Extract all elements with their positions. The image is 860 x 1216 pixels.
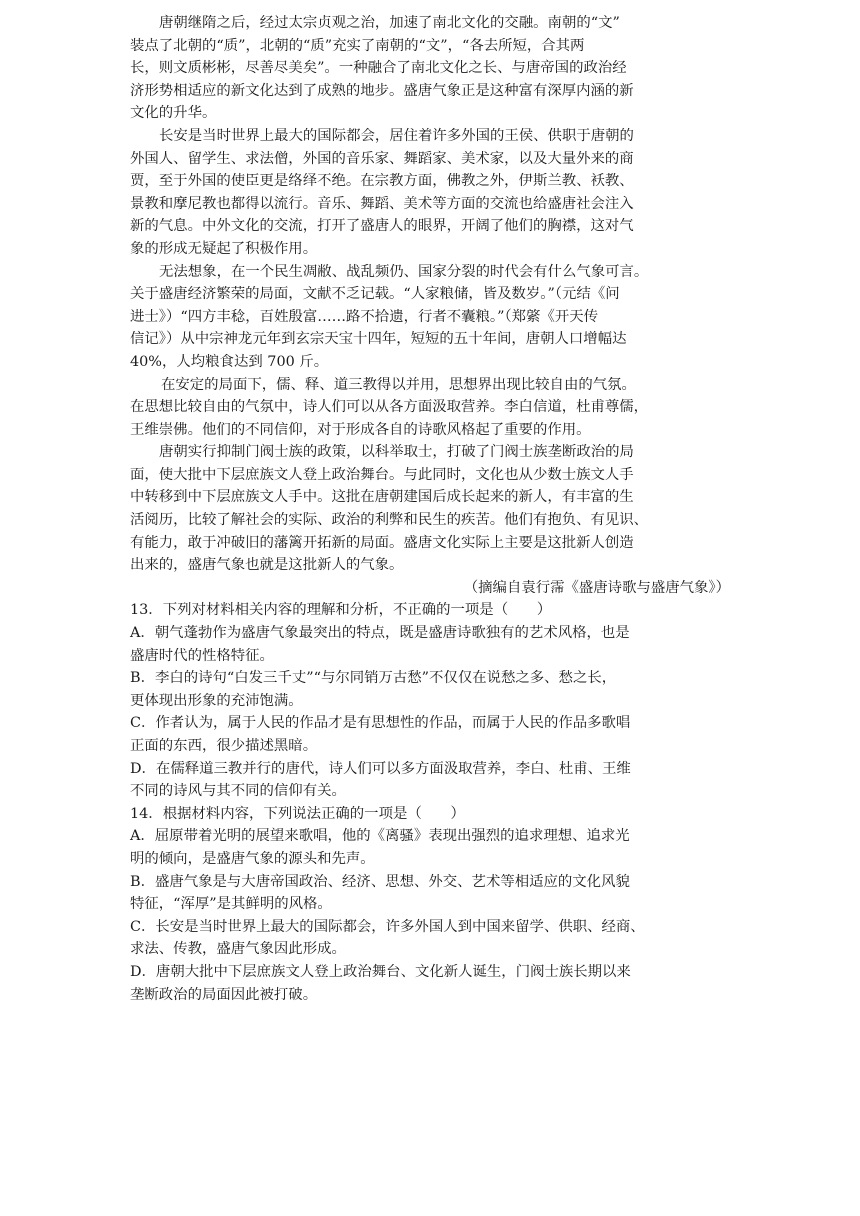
option-text: D．在儒释道三教并行的唐代，诗人们可以多方面汲取营养，李白、杜甫、王维 <box>130 760 631 777</box>
passage-paragraph-4 <box>130 374 730 442</box>
option-text: B．盛唐气象是与大唐帝国政治、经济、思想、外交、艺术等相适应的文化风貌 <box>130 873 630 890</box>
option-text: 盛唐时代的性格特征。 <box>130 647 274 664</box>
question-stem: 13．下列对材料相关内容的理解和分析，不正确的一项是（ ） <box>130 602 552 619</box>
question-14 <box>130 803 730 1006</box>
option-text: 垄断政治的局面因此被打破。 <box>130 986 318 1003</box>
option-a[interactable] <box>130 622 730 667</box>
option-a[interactable] <box>130 825 730 870</box>
option-text: 正面的东西，很少描述黑暗。 <box>130 738 318 754</box>
text-line: 外国人、留学生、求法僧，外国的音乐家、舞蹈家、美术家，以及大量外来的商 <box>130 150 634 167</box>
passage-paragraph-1 <box>130 12 730 125</box>
option-text: 更体现出形象的充沛饱满。 <box>130 692 303 709</box>
option-text: 求法、传教，盛唐气象因此形成。 <box>130 941 346 958</box>
text-line: 40%，人均粮食达到 700 斤。 <box>130 353 329 370</box>
option-b[interactable] <box>130 667 730 712</box>
text-line: 济形势相适应的新文化达到了成熟的地步。盛唐气象正是这种富有深厚内涵的新 <box>130 82 634 99</box>
option-d[interactable] <box>130 961 730 1006</box>
question-13 <box>130 599 730 802</box>
option-text: C．作者认为，属于人民的作品才是有思想性的作品，而属于人民的作品多歌唱 <box>130 715 631 732</box>
passage-source: （摘编自袁行霈《盛唐诗歌与盛唐气象》） <box>463 579 730 596</box>
passage-paragraph-2 <box>130 125 730 261</box>
option-text: A．屈原带着光明的展望来歌唱，他的《离骚》表现出强烈的追求理想、追求光 <box>130 828 630 845</box>
text-line: 长安是当时世界上最大的国际都会，居住着许多外国的王侯、供职于唐朝的 <box>159 127 634 144</box>
option-text: C．长安是当时世界上最大的国际都会，许多外国人到中国来留学、供职、经商、 <box>130 918 645 935</box>
passage-paragraph-5 <box>130 441 730 577</box>
text-line: 唐朝实行抑制门阀士族的政策，以科举取士，打破了门阀士族垄断政治的局 <box>159 444 634 461</box>
option-text: 不同的诗风与其不同的信仰有关。 <box>130 783 346 800</box>
text-line: 中转移到中下层庶族文人手中。这批在唐朝建国后成长起来的新人，有丰富的生 <box>130 489 634 506</box>
text-line: 有能力，敢于冲破旧的藩篱开拓新的局面。盛唐文化实际上主要是这批新人创造 <box>130 534 634 551</box>
text-line: 象的形成无疑起了积极作用。 <box>130 240 318 257</box>
option-b[interactable] <box>130 871 730 916</box>
option-text: D．唐朝大批中下层庶族文人登上政治舞台、文化新人诞生，门阀士族长期以来 <box>130 963 631 980</box>
option-text: A．朝气蓬勃作为盛唐气象最突出的特点，既是盛唐诗歌独有的艺术风格，也是 <box>130 625 630 642</box>
question-stem: 14．根据材料内容，下列说法正确的一项是（ ） <box>130 805 465 822</box>
text-line: 王维崇佛。他们的不同信仰，对于形成各自的诗歌风格起了重要的作用。 <box>130 421 591 438</box>
text-line: 长，则文质彬彬，尽善尽美矣”。一种融合了南北文化之长、与唐帝国的政治经 <box>130 60 627 77</box>
passage-paragraph-3 <box>130 261 730 374</box>
option-c[interactable] <box>130 712 730 757</box>
text-line: 文化的升华。 <box>130 105 217 122</box>
text-line: 唐朝继隋之后，经过太宗贞观之治，加速了南北文化的交融。南朝的“文” <box>159 15 620 31</box>
text-line: 贾，至于外国的使臣更是络绎不绝。在宗教方面，佛教之外，伊斯兰教、袄教、 <box>130 173 634 190</box>
option-text: 明的倾向，是盛唐气象的源头和先声。 <box>130 850 375 867</box>
option-text: B．李白的诗句“白发三千丈”“与尔同销万古愁”不仅仅在说愁之多、愁之长， <box>130 670 617 687</box>
option-d[interactable] <box>130 758 730 803</box>
text-line: 景教和摩尼教也都得以流行。音乐、舞蹈、美术等方面的交流也给盛唐社会注入 <box>130 195 634 212</box>
option-text: 特征，“浑厚”是其鲜明的风格。 <box>130 896 332 913</box>
text-line: 出来的，盛唐气象也就是这批新人的气象。 <box>130 557 404 574</box>
text-line: 新的气息。中外文化的交流，打开了盛唐人的眼界，开阔了他们的胸襟，这对气 <box>130 218 634 235</box>
text-line: 面，使大批中下层庶族文人登上政治舞台。与此同时，文化也从少数士族文人手 <box>130 466 634 483</box>
text-line: 无法想象，在一个民生凋敝、战乱频仍、国家分裂的时代会有什么气象可言。 <box>159 263 649 280</box>
option-c[interactable] <box>130 916 730 961</box>
document-page <box>130 12 730 1006</box>
text-line: 活阅历，比较了解社会的实际、政治的利弊和民生的疾苦。他们有抱负、有见识、 <box>130 512 649 529</box>
text-line: 装点了北朝的“质”，北朝的“质”充实了南朝的“文”，“各去所短，合其两 <box>130 37 585 54</box>
text-line: 在安定的局面下，儒、释、道三教得以并用，思想界出现比较自由的气氛。 <box>161 376 636 393</box>
text-line: 在思想比较自由的气氛中，诗人们可以从各方面汲取营养。李白信道，杜甫尊儒， <box>130 399 649 416</box>
text-line: 信记》）从中宗神龙元年到玄宗天宝十四年，短短的五十年间，唐朝人口增幅达 <box>130 331 627 348</box>
text-line: 关于盛唐经济繁荣的局面，文献不乏记载。“人家粮储，皆及数岁。”（元结《问 <box>130 286 620 303</box>
text-line: 进士》）“四方丰稔，百姓殷富……路不拾遗，行者不囊粮。”（郑綮《开天传 <box>130 308 599 325</box>
